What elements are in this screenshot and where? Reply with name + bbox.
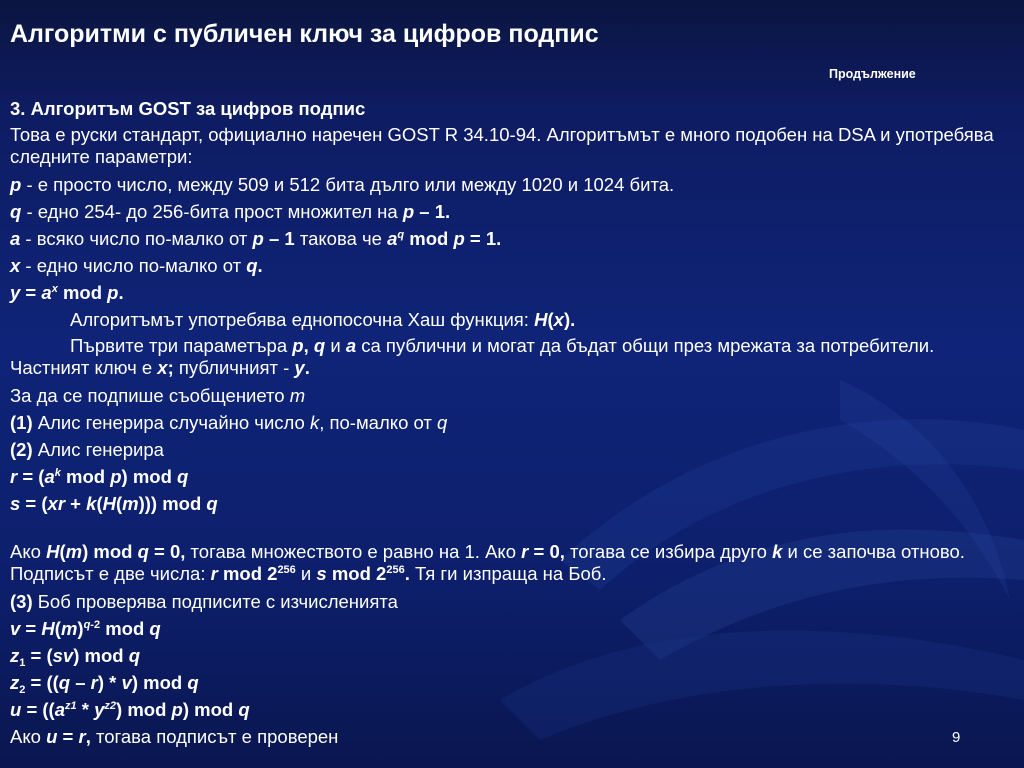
text-segment: ,	[85, 726, 91, 747]
text-segment: (1)	[10, 412, 33, 433]
text-segment: mod 2	[326, 563, 387, 584]
text-segment: mod	[100, 618, 150, 639]
text-segment: са публични и могат да бъдат общи през мрежата за потребители. Частният ключ е	[10, 335, 935, 378]
text-segment: x	[157, 357, 168, 378]
text-segment: =	[20, 618, 42, 639]
text-segment: r	[10, 466, 18, 487]
text-segment: z2	[104, 700, 117, 712]
text-segment: u	[10, 699, 22, 720]
text-segment: –	[70, 672, 91, 693]
text-segment: ) mod	[121, 466, 178, 487]
body-line	[10, 588, 1014, 615]
text-segment: .	[304, 357, 310, 378]
text-segment: mod	[60, 466, 111, 487]
text-segment: Алис генерира	[32, 439, 164, 460]
text-segment: k	[86, 493, 97, 514]
body-line	[10, 198, 1014, 225]
text-segment: = (	[20, 493, 48, 514]
text-segment: y	[294, 357, 305, 378]
text-segment: H	[41, 618, 55, 639]
text-segment: x	[10, 255, 21, 276]
text-segment: тогава се избира друго	[564, 541, 773, 562]
text-segment: (	[54, 618, 61, 639]
text-segment: p	[292, 335, 304, 356]
text-segment: q	[137, 541, 149, 562]
text-segment: a	[54, 699, 66, 720]
text-segment: ))) mod	[138, 493, 207, 514]
text-segment: a	[10, 228, 21, 249]
text-segment: 256	[386, 564, 405, 576]
text-segment: p	[110, 466, 122, 487]
body-line	[10, 723, 1014, 750]
text-segment: p	[252, 228, 264, 249]
body-line	[10, 642, 1014, 669]
text-segment: k	[54, 467, 61, 479]
text-segment: xr	[47, 493, 66, 514]
text-segment: +	[65, 493, 87, 514]
text-segment: = 1.	[464, 228, 502, 249]
body-line	[10, 490, 1014, 517]
text-segment: = ((	[25, 672, 59, 693]
text-segment: q	[397, 229, 405, 241]
text-segment: H	[534, 309, 548, 330]
text-segment: r	[90, 672, 98, 693]
text-segment: и се започва отново. Подписът е две числа:	[10, 541, 965, 584]
slide-body	[10, 95, 1014, 750]
text-segment: публичният -	[173, 357, 295, 378]
text-segment: y	[94, 699, 105, 720]
text-segment: k	[309, 412, 320, 433]
text-segment: ) mod	[82, 541, 138, 562]
text-segment: и	[295, 563, 317, 584]
text-segment: y	[10, 282, 21, 303]
text-segment: = (	[25, 645, 53, 666]
text-segment: и	[325, 335, 346, 356]
text-segment: – 1	[263, 228, 295, 249]
text-segment: z	[10, 645, 20, 666]
text-segment: q	[83, 619, 91, 631]
text-segment: .	[118, 282, 124, 303]
text-segment: ) mod	[131, 672, 188, 693]
body-line	[10, 95, 1014, 122]
text-segment: p	[402, 201, 415, 222]
text-segment: = (	[17, 466, 45, 487]
text-segment: x	[553, 309, 564, 330]
text-segment: Алгоритъмът употребява еднопосочна Хаш функция:	[70, 309, 535, 330]
text-segment: a	[44, 466, 55, 487]
text-segment: m	[122, 493, 139, 514]
text-segment: За да се подпише съобщението	[10, 385, 290, 406]
text-segment: q	[149, 618, 161, 639]
text-segment: - едно число по-малко от	[20, 255, 247, 276]
text-segment: = 0,	[528, 541, 565, 562]
body-line	[10, 463, 1014, 490]
text-segment: такова че	[294, 228, 388, 249]
text-segment: mod	[404, 228, 454, 249]
page-number: 9	[952, 729, 961, 746]
text-segment: q	[313, 335, 326, 356]
text-segment: a	[345, 335, 357, 356]
text-segment: v	[121, 672, 132, 693]
text-segment: Ако	[10, 726, 47, 747]
text-segment: Алис генерира случайно число	[32, 412, 310, 433]
text-segment: Ако	[10, 541, 47, 562]
text-segment: r	[521, 541, 529, 562]
text-segment: - всяко число по-малко от	[20, 228, 253, 249]
text-segment: (3)	[10, 591, 33, 612]
text-segment: Това е руски стандарт, официално наречен GOST R 34.10-94. Алгоритъмът е много подобен на DSA и употребява следните параметри:	[10, 124, 994, 167]
text-segment: q	[10, 201, 22, 222]
text-segment: x	[51, 283, 58, 295]
text-segment: .	[404, 563, 410, 584]
text-segment: ) mod	[116, 699, 172, 720]
text-segment: -2	[90, 619, 101, 631]
text-segment: v	[10, 618, 21, 639]
text-segment: s	[10, 493, 21, 514]
body-line	[10, 517, 1014, 539]
body-line	[10, 615, 1014, 642]
text-segment: = ((	[21, 699, 55, 720]
text-segment: тогава множеството е равно на 1. Ако	[185, 541, 522, 562]
text-segment: H	[46, 541, 60, 562]
text-segment: q	[238, 699, 250, 720]
text-segment: =	[57, 726, 79, 747]
text-segment: (2)	[10, 439, 33, 460]
text-segment: (	[96, 493, 103, 514]
text-segment: q	[246, 255, 258, 276]
text-segment: H	[102, 493, 116, 514]
text-segment: a	[387, 228, 398, 249]
text-segment: q	[177, 466, 189, 487]
slide-subtitle: Продължение	[829, 67, 916, 81]
text-segment: m	[289, 385, 306, 406]
text-segment: ;	[167, 357, 174, 378]
text-segment: s	[316, 563, 327, 584]
text-segment: , по-малко от	[319, 412, 437, 433]
text-segment: 3. Алгоритъм GOST за цифров подпис	[10, 98, 366, 119]
body-line	[10, 382, 1014, 409]
body-line	[10, 252, 1014, 279]
text-segment: ).	[563, 309, 576, 330]
body-line	[10, 669, 1014, 696]
text-segment: p	[171, 699, 183, 720]
text-segment: )	[77, 618, 84, 639]
text-segment: =	[20, 282, 42, 303]
text-segment: r	[78, 726, 86, 747]
text-segment: ) mod	[182, 699, 239, 720]
text-segment: q	[206, 493, 218, 514]
body-line	[10, 279, 1014, 306]
body-line	[10, 306, 1014, 333]
body-line	[10, 409, 1014, 436]
text-segment: = 0,	[148, 541, 186, 562]
body-line	[10, 124, 1014, 168]
text-segment: 256	[277, 564, 296, 576]
text-segment: q	[187, 672, 199, 693]
body-line	[10, 541, 1014, 585]
text-segment: k	[772, 541, 783, 562]
body-line	[10, 225, 1014, 252]
text-segment: q	[128, 645, 141, 666]
text-segment: z1	[65, 700, 77, 712]
body-line	[10, 436, 1014, 463]
text-segment: ) mod	[73, 645, 129, 666]
text-segment: .	[257, 255, 263, 276]
body-line	[10, 696, 1014, 723]
text-segment: 1	[19, 657, 26, 669]
text-segment: Тя ги изпраща на Боб.	[409, 563, 607, 584]
text-segment: (	[547, 309, 554, 330]
body-line	[10, 171, 1014, 198]
text-segment: – 1.	[414, 201, 451, 222]
text-segment: ,	[303, 335, 314, 356]
text-segment: (	[115, 493, 123, 514]
text-segment: *	[76, 699, 95, 720]
text-segment: z	[10, 672, 20, 693]
text-segment: 2	[19, 684, 26, 696]
text-segment: (	[59, 541, 66, 562]
text-segment: p	[453, 228, 465, 249]
text-segment: Първите три параметъра	[70, 335, 293, 356]
slide-title: Алгоритми с публичен ключ за цифров подпис	[10, 20, 599, 48]
text-segment: тогава подписът е проверен	[90, 726, 339, 747]
text-segment: mod 2	[217, 563, 278, 584]
text-segment: - едно 254- до 256-бита прост множител на	[21, 201, 403, 222]
text-segment: m	[65, 541, 83, 562]
text-segment: mod	[57, 282, 108, 303]
text-segment: q	[437, 412, 448, 433]
text-segment: Боб проверява подписите с изчисленията	[32, 591, 398, 612]
text-segment: q	[58, 672, 71, 693]
text-segment: u	[46, 726, 58, 747]
text-segment: a	[41, 282, 52, 303]
text-segment: - е просто число, между 509 и 512 бита дълго или между 1020 и 1024 бита.	[21, 174, 675, 195]
text-segment: ) *	[97, 672, 122, 693]
text-segment: p	[10, 174, 22, 195]
text-segment: m	[60, 618, 78, 639]
body-line	[10, 335, 1014, 379]
text-segment: p	[107, 282, 119, 303]
text-segment: r	[210, 563, 218, 584]
text-segment: sv	[52, 645, 74, 666]
